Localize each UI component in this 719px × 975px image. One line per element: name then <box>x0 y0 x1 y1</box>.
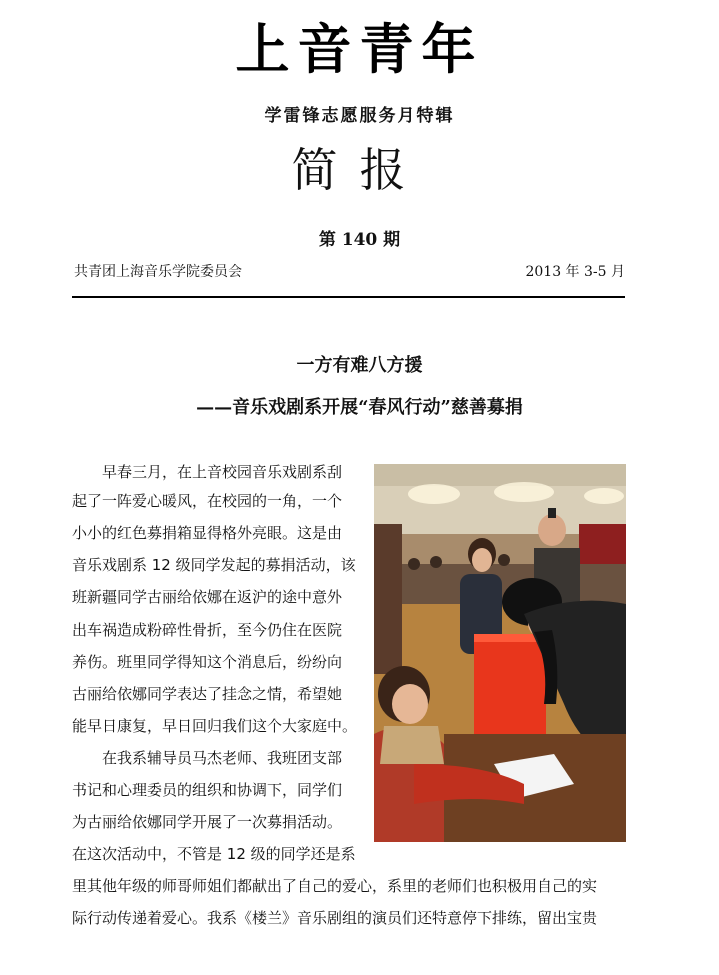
body-line: 古丽给依娜同学表达了挂念之情，希望她 <box>72 685 343 703</box>
article-title: 一方有难八方援 <box>296 355 423 376</box>
ceiling-light <box>494 482 554 502</box>
ceiling-light <box>584 488 624 504</box>
body-line: 能早日康复，早日回归我们这个大家庭中。 <box>72 717 358 735</box>
body-line: 小小的红色募捐箱显得格外亮眼。这是由 <box>72 524 343 542</box>
header-divider <box>72 296 625 298</box>
body-line: 班新疆同学古丽给依娜在返沪的途中意外 <box>72 588 343 606</box>
article-subtitle: ——音乐戏剧系开展“春风行动”慈善募捐 <box>196 397 523 418</box>
person-left <box>374 524 402 674</box>
body-line: 书记和心理委员的组织和协调下，同学们 <box>72 781 343 799</box>
body-line: 为古丽给依娜同学开展了一次募捐活动。 <box>72 813 343 831</box>
body-line: 养伤。班里同学得知这个消息后，纷纷向 <box>72 653 343 671</box>
donation-photo <box>374 464 626 842</box>
body-line: 在这次活动中，不管是 12 级的同学还是系 <box>72 845 356 863</box>
body-line: 起了一阵爱心暖风，在校园的一角，一个 <box>72 492 343 510</box>
organization-name: 共青团上海音乐学院委员会 <box>74 264 242 280</box>
body-line: 里其他年级的师哥师姐们都献出了自己的爱心，系里的老师们也积极用自己的实 <box>72 877 598 895</box>
issue-date: 2013 年 3-5 月 <box>525 264 625 280</box>
bulletin-title: 简报 <box>291 143 428 197</box>
issue-number: 第 140 期 <box>318 230 401 250</box>
body-line: 在我系辅导员马杰老师、我班团支部 <box>72 749 343 767</box>
donation-photo-illustration <box>374 464 626 842</box>
masthead-title: 上音青年 <box>235 17 484 81</box>
body-line: 际行动传递着爱心。我系《楼兰》音乐剧组的演员们还特意停下排练，留出宝贵 <box>72 909 598 927</box>
donation-box <box>474 634 546 734</box>
body-line: 音乐戏剧系 12 级同学发起的募捐活动，该 <box>72 556 356 574</box>
ceiling-light <box>408 484 460 504</box>
body-line: 出车祸造成粉碎性骨折，至今仍住在医院 <box>72 621 343 639</box>
special-issue-label: 学雷锋志愿服务月特辑 <box>264 106 455 126</box>
body-line: 早春三月，在上音校园音乐戏剧系刮 <box>72 463 343 481</box>
